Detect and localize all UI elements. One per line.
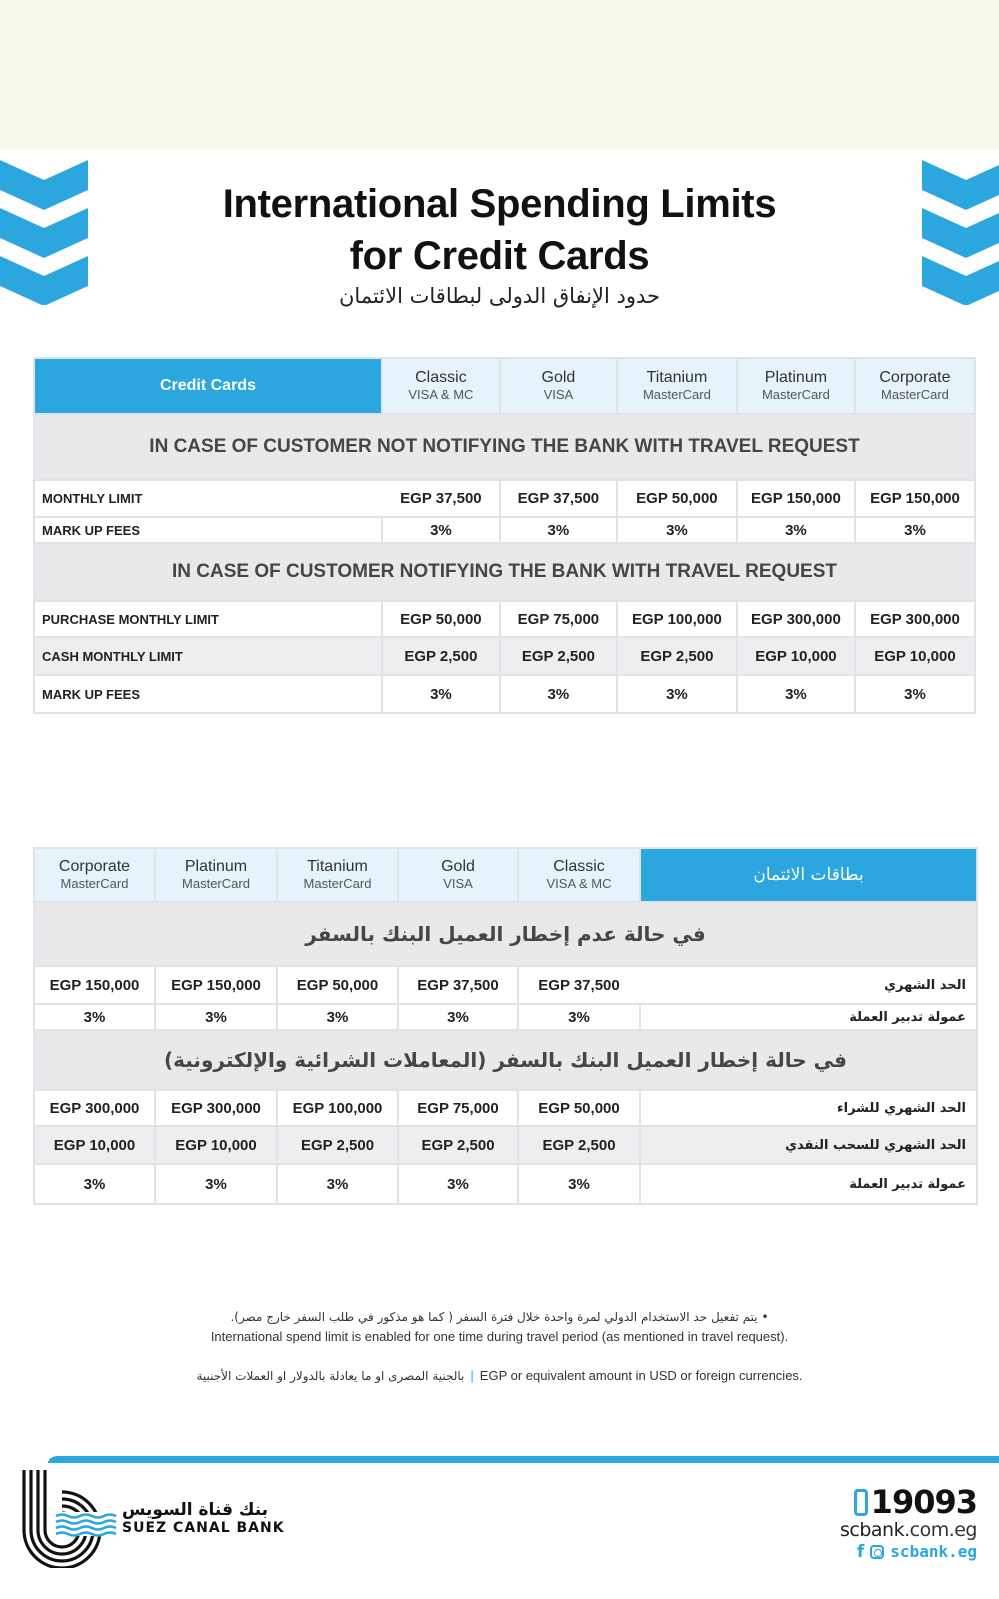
card-header-platinum <box>737 358 855 414</box>
cell-value: EGP 2,500 <box>518 1126 640 1164</box>
cell-value: EGP 50,000 <box>617 480 737 517</box>
title-arabic: حدود الإنفاق الدولى لبطاقات الائتمان <box>339 284 660 308</box>
currency-note-english: EGP or equivalent amount in USD or foreign currencies. <box>479 1368 803 1383</box>
card-name: Titanium <box>646 369 708 386</box>
card-header-titanium <box>617 358 737 414</box>
section-header-notifying <box>34 543 975 601</box>
table-row <box>34 1004 977 1030</box>
phone-icon <box>854 1489 868 1516</box>
card-type: VISA <box>443 876 473 891</box>
instagram-icon[interactable] <box>870 1545 884 1559</box>
table-header-row <box>34 848 977 902</box>
card-header-gold <box>398 848 518 902</box>
website-tld: .com.eg <box>904 1519 977 1541</box>
card-name: Corporate <box>879 369 951 386</box>
cell-value: EGP 100,000 <box>617 601 737 637</box>
cell-value: 3% <box>855 517 975 543</box>
top-band <box>0 0 999 150</box>
card-name: Classic <box>415 369 467 386</box>
card-name: Platinum <box>184 858 248 875</box>
contact-info <box>840 1485 977 1563</box>
cell-value: EGP 2,500 <box>500 637 617 675</box>
row-label: CASH MONTHLY LIMIT <box>34 637 382 675</box>
table-row <box>34 675 975 713</box>
cell-value: 3% <box>277 1004 398 1030</box>
credit-cards-header: Credit Cards <box>34 358 382 414</box>
card-name: Classic <box>553 858 605 875</box>
hotline[interactable] <box>840 1485 977 1519</box>
card-type: VISA & MC <box>546 876 612 891</box>
page-title <box>0 178 999 308</box>
cell-value: EGP 150,000 <box>737 480 855 517</box>
currency-note-separator: | <box>470 1368 474 1383</box>
cell-value: EGP 2,500 <box>398 1126 518 1164</box>
cell-value: EGP 50,000 <box>277 966 398 1004</box>
cell-value: 3% <box>382 517 500 543</box>
row-label: الحد الشهري للسحب النقدي <box>640 1126 977 1164</box>
suez-canal-bank-logo-icon <box>18 1468 118 1568</box>
cell-value: 3% <box>500 517 617 543</box>
cell-value: EGP 37,500 <box>382 480 500 517</box>
card-header-classic <box>518 848 640 902</box>
cell-value: 3% <box>518 1164 640 1204</box>
section-header-notifying-ar <box>34 1030 977 1090</box>
cell-value: EGP 300,000 <box>155 1090 277 1126</box>
row-label: MARK UP FEES <box>34 517 382 543</box>
card-name: Gold <box>441 858 475 875</box>
card-header-corporate <box>34 848 155 902</box>
cell-value: EGP 300,000 <box>737 601 855 637</box>
cell-value: 3% <box>855 675 975 713</box>
social-handle: scbank.eg <box>890 1542 977 1561</box>
cell-value: EGP 75,000 <box>500 601 617 637</box>
cell-value: EGP 10,000 <box>855 637 975 675</box>
card-type: MasterCard <box>642 387 711 402</box>
cell-value: EGP 10,000 <box>155 1126 277 1164</box>
card-name: Corporate <box>58 858 131 875</box>
facebook-icon[interactable]: f <box>856 1542 865 1562</box>
cell-value: 3% <box>155 1164 277 1204</box>
table-row <box>34 966 977 1004</box>
currency-note-arabic: بالجنية المصرى او ما يعادلة بالدولار او العملات الأجنبية <box>196 1369 465 1383</box>
cell-value: EGP 300,000 <box>34 1090 155 1126</box>
cell-value: 3% <box>737 517 855 543</box>
cell-value: 3% <box>500 675 617 713</box>
cell-value: EGP 150,000 <box>34 966 155 1004</box>
website-link[interactable] <box>840 1519 977 1541</box>
bank-name-english: SUEZ CANAL BANK <box>122 1520 285 1536</box>
cell-value: 3% <box>34 1164 155 1204</box>
card-type: MasterCard <box>303 876 372 891</box>
hotline-number: 19093 <box>870 1483 977 1521</box>
cell-value: EGP 50,000 <box>518 1090 640 1126</box>
row-label: PURCHASE MONTHLY LIMIT <box>34 601 382 637</box>
cell-value: EGP 150,000 <box>155 966 277 1004</box>
social-links[interactable] <box>840 1541 977 1563</box>
section-header-not-notifying-ar <box>34 902 977 966</box>
table-row <box>34 517 975 543</box>
section-header-not-notifying <box>34 414 975 480</box>
card-name: Titanium <box>307 858 368 875</box>
table-row <box>34 1126 977 1164</box>
cell-value: 3% <box>737 675 855 713</box>
cell-value: 3% <box>34 1004 155 1030</box>
cell-value: 3% <box>398 1164 518 1204</box>
credit-cards-header-ar: بطاقات الائتمان <box>640 848 977 902</box>
cell-value: EGP 75,000 <box>398 1090 518 1126</box>
cell-value: EGP 37,500 <box>500 480 617 517</box>
table-row <box>34 1164 977 1204</box>
card-type: VISA & MC <box>408 387 474 402</box>
cell-value: 3% <box>382 675 500 713</box>
footnotes <box>0 1310 999 1383</box>
limits-table-arabic <box>33 847 978 1205</box>
cell-value: EGP 2,500 <box>617 637 737 675</box>
bank-name-arabic: بنك قناة السويس <box>122 1500 269 1520</box>
card-name: Gold <box>541 369 576 386</box>
limits-table-english <box>33 357 976 714</box>
section-title: في حالة عدم إخطار العميل البنك بالسفر <box>34 902 977 966</box>
card-type: MasterCard <box>60 876 129 891</box>
table-row <box>34 1090 977 1126</box>
section-title: في حالة إخطار العميل البنك بالسفر (المعاملات الشرائية والإلكترونية) <box>34 1030 977 1090</box>
cell-value: EGP 37,500 <box>518 966 640 1004</box>
card-header-titanium <box>277 848 398 902</box>
cell-value: 3% <box>617 517 737 543</box>
cell-value: 3% <box>518 1004 640 1030</box>
card-type: VISA <box>543 387 574 402</box>
cell-value: EGP 2,500 <box>277 1126 398 1164</box>
cell-value: EGP 10,000 <box>737 637 855 675</box>
card-header-classic <box>382 358 500 414</box>
card-header-corporate <box>855 358 975 414</box>
section-title: IN CASE OF CUSTOMER NOT NOTIFYING THE BANK WITH TRAVEL REQUEST <box>34 414 975 480</box>
cell-value: 3% <box>277 1164 398 1204</box>
title-line-1: International Spending Limits <box>222 182 777 226</box>
cell-value: EGP 10,000 <box>34 1126 155 1164</box>
card-name: Platinum <box>764 369 828 386</box>
cell-value: EGP 100,000 <box>277 1090 398 1126</box>
row-label: عمولة تدبير العملة <box>640 1004 977 1030</box>
table-row <box>34 601 975 637</box>
cell-value: EGP 2,500 <box>382 637 500 675</box>
bank-name <box>122 1500 285 1536</box>
cell-value: 3% <box>398 1004 518 1030</box>
footer-divider <box>48 1456 999 1463</box>
section-title: IN CASE OF CUSTOMER NOTIFYING THE BANK WITH TRAVEL REQUEST <box>34 543 975 601</box>
row-label: الحد الشهري <box>640 966 977 1004</box>
title-line-2: for Credit Cards <box>349 234 650 278</box>
card-type: MasterCard <box>761 387 830 402</box>
cell-value: 3% <box>155 1004 277 1030</box>
cell-value: EGP 37,500 <box>398 966 518 1004</box>
note-arabic: • يتم تفعيل حد الاستخدام الدولي لمرة واحدة خلال فترة السفر ( كما هو مذكور في طلب السفر خارج مصر). <box>230 1310 769 1324</box>
card-header-platinum <box>155 848 277 902</box>
table-row <box>34 637 975 675</box>
card-type: MasterCard <box>182 876 250 891</box>
note-english: International spend limit is enabled for one time during travel period (as mentioned in travel request). <box>210 1329 789 1344</box>
card-type: MasterCard <box>881 387 949 402</box>
row-label: MONTHLY LIMIT <box>34 480 382 517</box>
cell-value: 3% <box>617 675 737 713</box>
cell-value: EGP 150,000 <box>855 480 975 517</box>
cell-value: EGP 300,000 <box>855 601 975 637</box>
cell-value: EGP 50,000 <box>382 601 500 637</box>
table-header-row <box>34 358 975 414</box>
table-row <box>34 480 975 517</box>
currency-note <box>0 1368 999 1383</box>
card-header-gold <box>500 358 617 414</box>
row-label: MARK UP FEES <box>34 675 382 713</box>
website-domain: scbank <box>839 1519 905 1541</box>
row-label: الحد الشهري للشراء <box>640 1090 977 1126</box>
row-label: عمولة تدبير العملة <box>640 1164 977 1204</box>
